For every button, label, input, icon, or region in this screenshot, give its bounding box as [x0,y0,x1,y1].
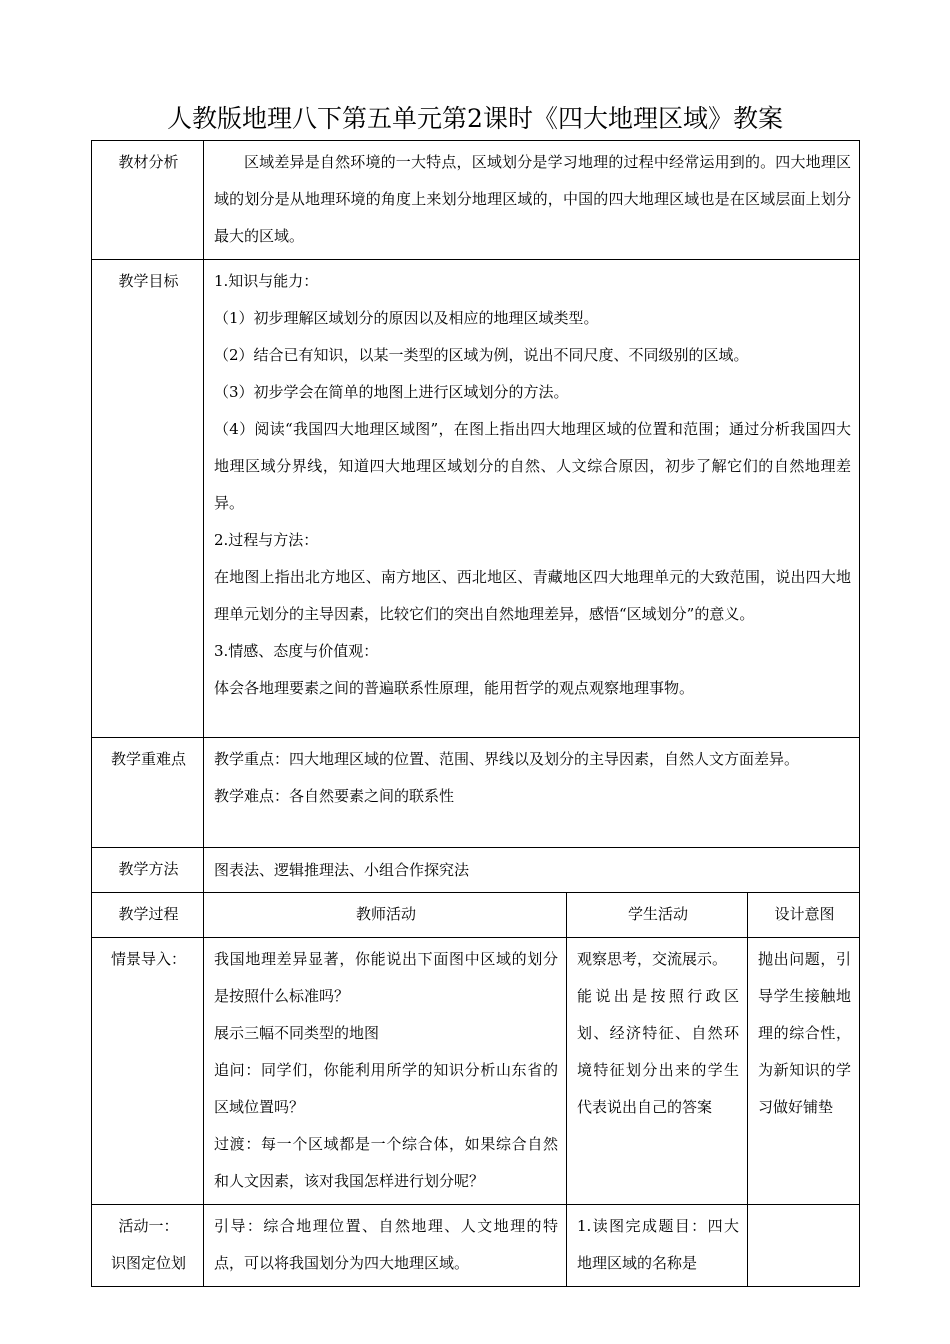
goal-line: （1）初步理解区域划分的原因以及相应的地理区域类型。 [214,309,599,327]
student-line: 能说出是按照行政区划、经济特征、自然环境特征划分出来的学生代表说出自己的答案 [577,987,739,1116]
goal-line: 2.过程与方法： [214,531,319,549]
page-title: 人教版地理八下第五单元第2课时《四大地理区域》教案 [167,104,783,133]
row-material [92,141,860,260]
row-activity1 [92,1205,860,1287]
label-material: 教材分析 [92,141,204,260]
goals-text [204,260,860,738]
row-intro [92,938,860,1205]
activity1-teacher: 引导：综合地理位置、自然地理、人文地理的特点，可以将我国划分为四大地理区域。 [204,1205,567,1287]
goal-line: 1.知识与能力： [214,272,319,290]
difficulty-text: 教学难点：各自然要素之间的联系性 [214,787,455,805]
teacher-line: 追问：同学们，你能利用所学的知识分析山东省的区域位置吗？ [214,1061,558,1116]
method-text: 图表法、逻辑推理法、小组合作探究法 [204,848,860,893]
teacher-line: 展示三幅不同类型的地图 [214,1024,380,1042]
focus-text: 教学重点：四大地理区域的位置、范围、界线以及划分的主导因素，自然人文方面差异。 [214,750,800,768]
goal-line: （4）阅读“我国四大地理区域图”，在图上指出四大地理区域的位置和范围；通过分析我国四大地理区域分界线，知道四大地理区域划分的自然、人文综合原因，初步了解它们的自然地理差异。 [214,420,852,512]
activity1-intent [748,1205,860,1287]
goal-line: （3）初步学会在简单的地图上进行区域划分的方法。 [214,383,569,401]
activity1-student: 1.读图完成题目：四大地理区域的名称是 [567,1205,748,1287]
label-method: 教学方法 [92,848,204,893]
goal-line: 体会各地理要素之间的普遍联系性原理，能用哲学的观点观察地理事物。 [214,679,695,697]
row-keypoints [92,738,860,848]
stage-activity1: 活动一： 识图定位划 [92,1205,204,1287]
row-method [92,848,860,893]
header-intent: 设计意图 [748,893,860,938]
header-student: 学生活动 [567,893,748,938]
intro-student [567,938,748,1205]
intro-teacher [204,938,567,1205]
lesson-plan-table [91,140,860,1287]
stage-intro: 情景导入： [92,938,204,1205]
label-goals: 教学目标 [92,260,204,738]
material-text: 区域差异是自然环境的一大特点，区域划分是学习地理的过程中经常运用到的。四大地理区域的划分是从地理环境的角度上来划分地理区域的，中国的四大地理区域也是在区域层面上划分最大的区域。 [204,141,860,260]
goal-line: 3.情感、态度与价值观： [214,642,379,660]
keypoints-text [204,738,860,848]
goal-line: （2）结合已有知识，以某一类型的区域为例，说出不同尺度、不同级别的区域。 [214,346,749,364]
intro-intent: 抛出问题，引导学生接触地理的综合性，为新知识的学习做好铺垫 [748,938,860,1205]
header-teacher: 教师活动 [204,893,567,938]
header-process: 教学过程 [92,893,204,938]
goal-line: 在地图上指出北方地区、南方地区、西北地区、青藏地区四大地理单元的大致范围，说出四大地理单元划分的主导因素，比较它们的突出自然地理差异，感悟“区域划分”的意义。 [214,568,852,623]
row-header [92,893,860,938]
student-line: 观察思考，交流展示。 [577,950,728,968]
label-keypoints: 教学重难点 [92,738,204,848]
teacher-line: 过渡：每一个区域都是一个综合体，如果综合自然和人文因素，该对我国怎样进行划分呢？ [214,1135,558,1190]
row-goals [92,260,860,738]
teacher-line: 我国地理差异显著，你能说出下面图中区域的划分是按照什么标准吗？ [214,950,558,1005]
